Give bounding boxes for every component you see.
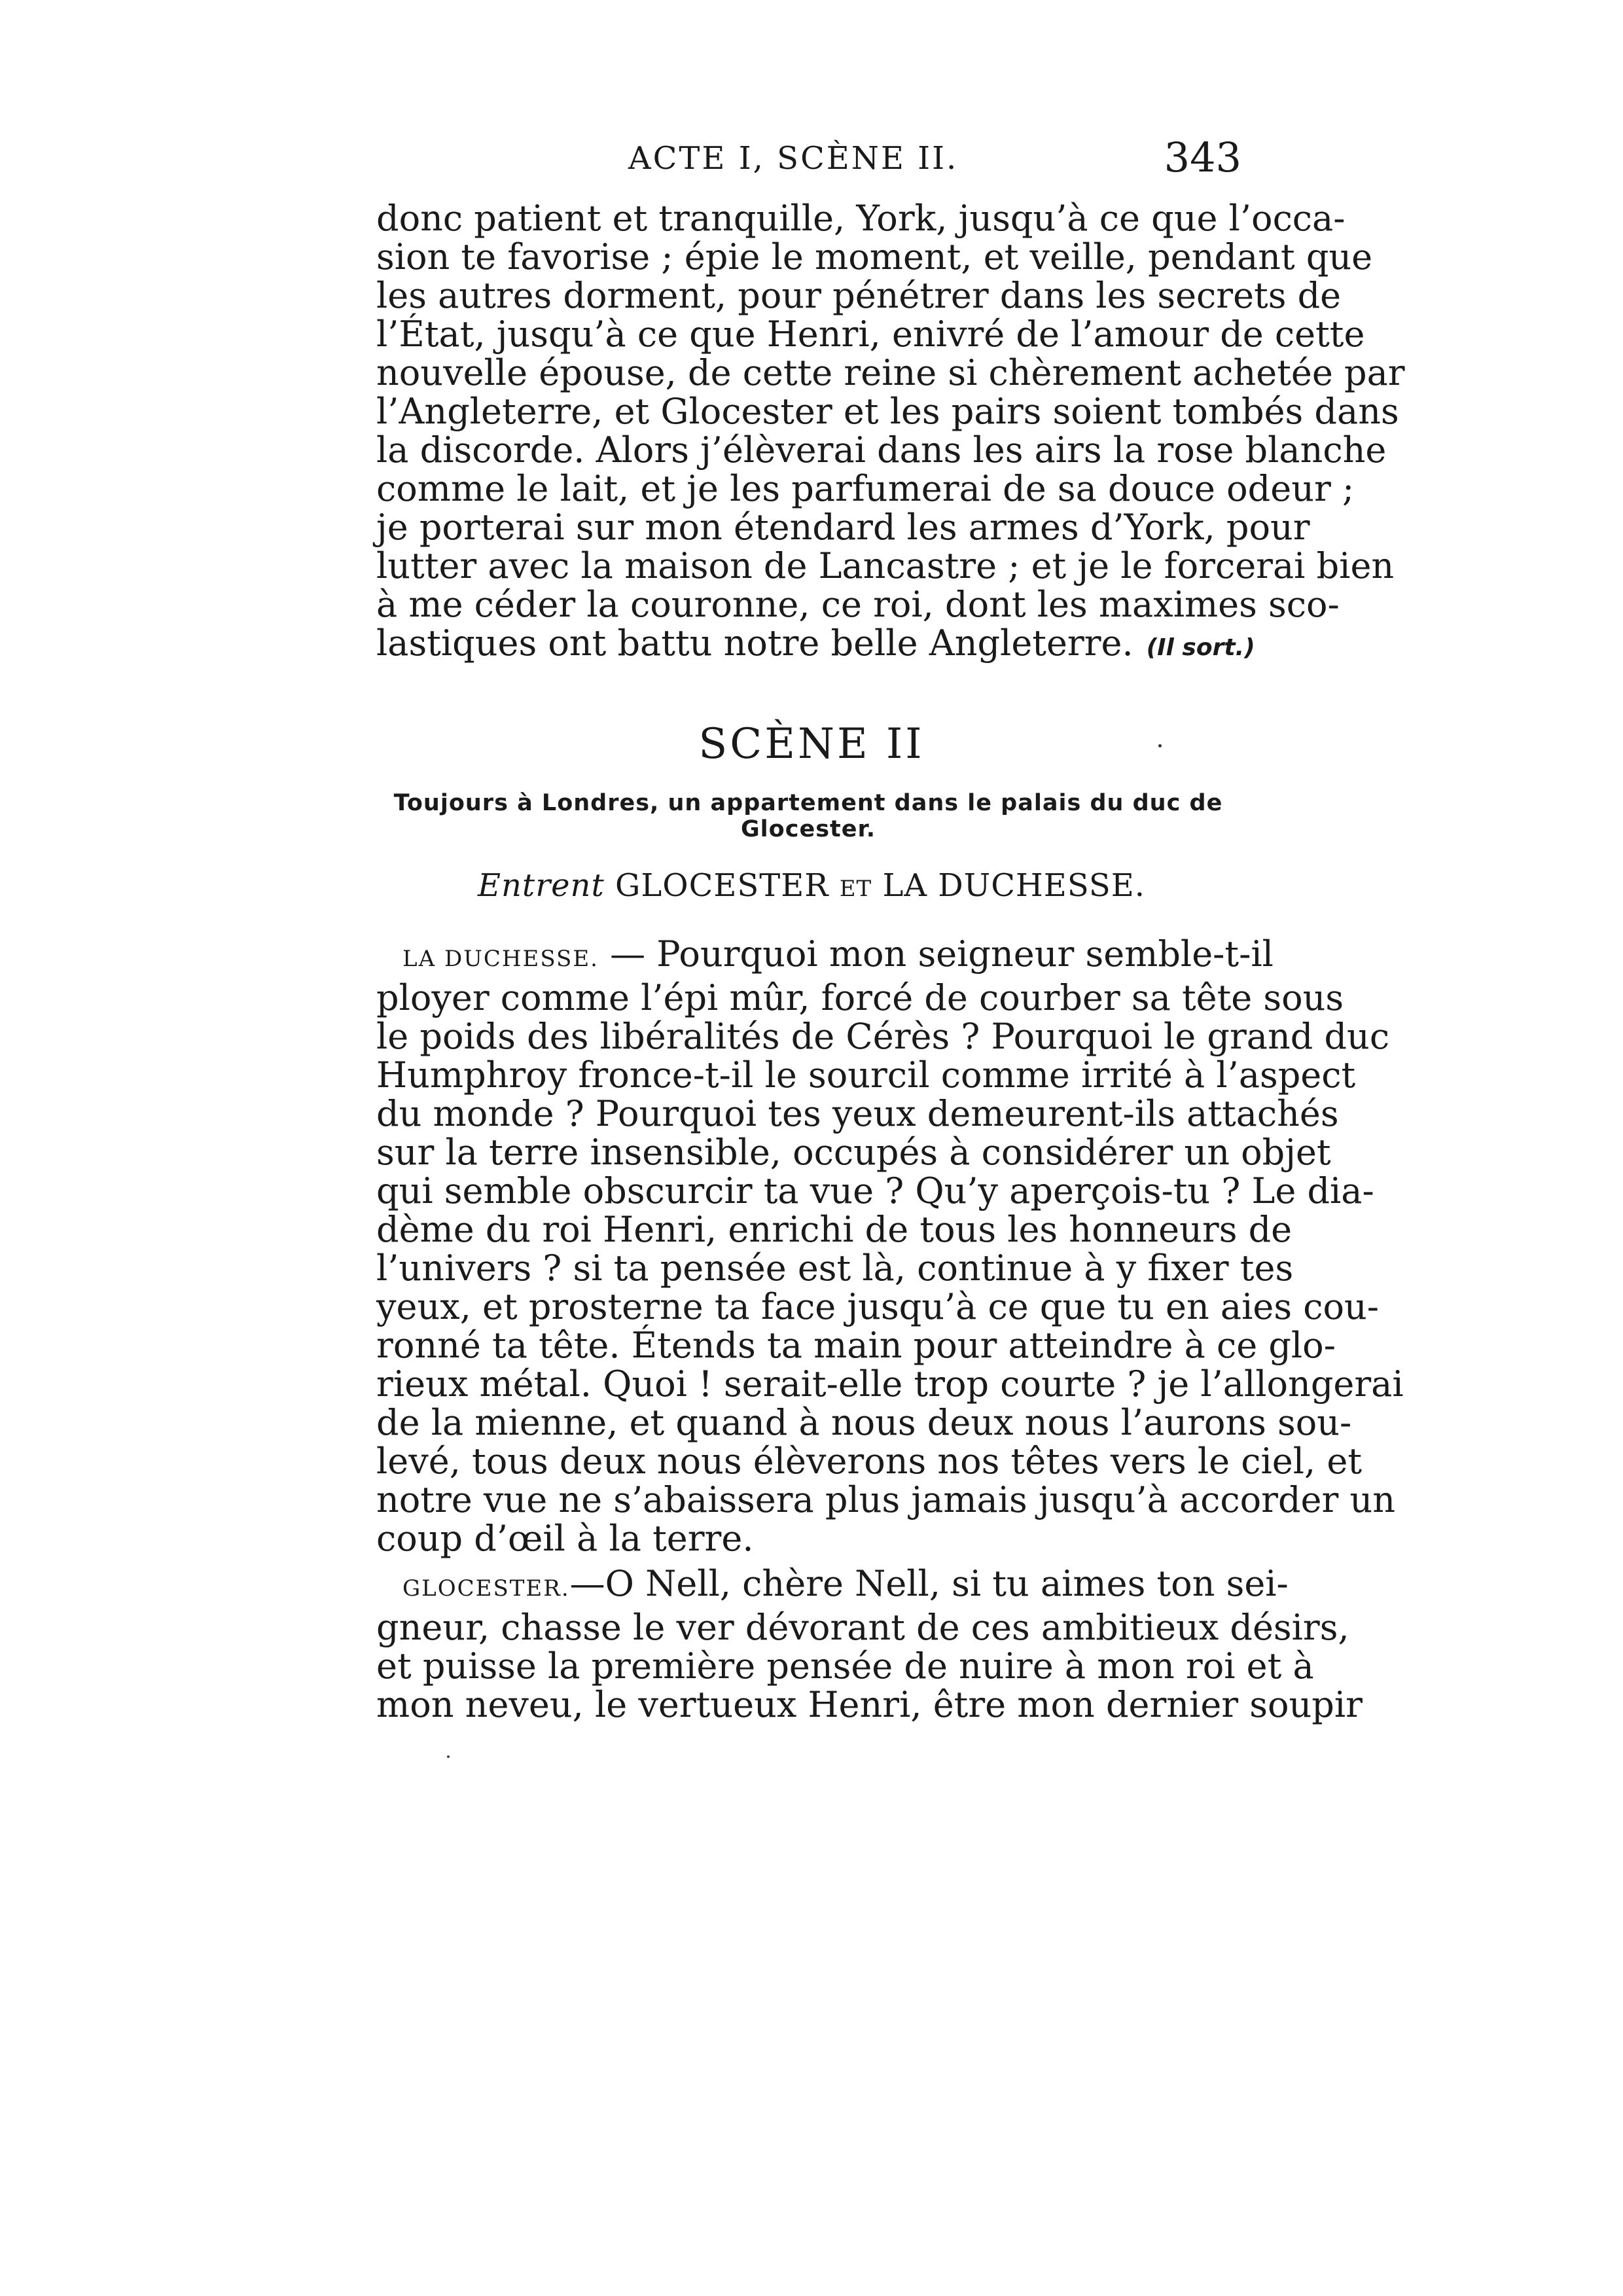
speech-glocester bbox=[376, 1563, 1363, 1725]
text-line: ployer comme l’épi mûr, forcé de courber sa tête sous bbox=[376, 977, 1344, 1018]
setting-line: Toujours à Londres, un appartement dans le palais du duc de bbox=[393, 790, 1223, 816]
text-line: l’État, jusqu’à ce que Henri, enivré de l’amour de cette bbox=[376, 314, 1365, 355]
text-line: levé, tous deux nous élèverons nos têtes vers le ciel, et bbox=[376, 1441, 1363, 1482]
scene-title: SCÈNE II bbox=[698, 720, 925, 768]
text-line: mon neveu, le vertueux Henri, être mon dernier soupir bbox=[376, 1684, 1363, 1725]
text-line-last bbox=[376, 622, 1255, 667]
print-speck bbox=[447, 1755, 450, 1758]
text-line: yeux, et prosterne ta face jusqu’à ce que tu en aies cou- bbox=[376, 1286, 1379, 1327]
setting-line: Glocester. bbox=[740, 816, 876, 842]
text-line: —O Nell, chère Nell, si tu aimes ton sei- bbox=[569, 1563, 1289, 1604]
text-line: de la mienne, et quand à nous deux nous l’aurons sou- bbox=[376, 1402, 1352, 1443]
text-line: donc patient et tranquille, York, jusqu’à ce que l’occa- bbox=[376, 198, 1346, 239]
text-line: je porterai sur mon étendard les armes d’York, pour bbox=[376, 507, 1310, 548]
text-line: sion te favorise ; épie le moment, et veille, pendant que bbox=[376, 236, 1373, 278]
text-line: la discorde. Alors j’élèverai dans les airs la rose blanche bbox=[376, 429, 1387, 471]
text-line: les autres dorment, pour pénétrer dans les secrets de bbox=[376, 275, 1342, 316]
text-line: à me céder la couronne, ce roi, dont les maximes sco- bbox=[376, 584, 1340, 625]
text-line: nouvelle épouse, de cette reine si chèrement achetée par bbox=[376, 352, 1405, 393]
text-line: dème du roi Henri, enrichi de tous les honneurs de bbox=[376, 1209, 1293, 1250]
page-number: 343 bbox=[1164, 134, 1241, 181]
text-line: rieux métal. Quoi ! serait-elle trop courte ? je l’allongerai bbox=[376, 1363, 1404, 1405]
text-line: comme le lait, et je les parfumerai de sa douce odeur ; bbox=[376, 468, 1355, 509]
text-line: ronné ta tête. Étends ta main pour atteindre à ce glo- bbox=[376, 1325, 1336, 1366]
paragraph-york bbox=[376, 198, 1405, 667]
entrance-verb: Entrent bbox=[477, 867, 605, 904]
text-line: — Pourquoi mon seigneur semble-t-il bbox=[610, 933, 1274, 975]
entrance-direction bbox=[0, 867, 1623, 904]
print-speck bbox=[1158, 744, 1162, 747]
text-line: du monde ? Pourquoi tes yeux demeurent-ils attachés bbox=[376, 1093, 1339, 1134]
text-line: le poids des libéralités de Cérès ? Pourquoi le grand duc bbox=[376, 1016, 1390, 1057]
text-line: lutter avec la maison de Lancastre ; et je le forcerai bien bbox=[376, 545, 1395, 586]
text-line-first bbox=[376, 933, 1274, 978]
speaker-name: GLOCESTER. bbox=[402, 1575, 570, 1602]
text-line: coup d’œil à la terre. bbox=[376, 1518, 754, 1559]
text-line: gneur, chasse le ver dévorant de ces ambitieux désirs, bbox=[376, 1607, 1349, 1648]
running-title: ACTE I, SCÈNE II. bbox=[628, 140, 959, 177]
text-line: sur la terre insensible, occupés à considérer un objet bbox=[376, 1132, 1331, 1173]
text-line: et puisse la première pensée de nuire à mon roi et à bbox=[376, 1645, 1314, 1687]
stage-direction: (Il sort.) bbox=[1146, 634, 1255, 661]
text-line: Humphroy fronce-t-il le sourcil comme irrité à l’aspect bbox=[376, 1054, 1356, 1096]
text-line: qui semble obscurcir ta vue ? Qu’y aperçois-tu ? Le dia- bbox=[376, 1170, 1374, 1211]
scene-setting bbox=[366, 790, 1250, 842]
text-line: notre vue ne s’abaissera plus jamais jusqu’à accorder un bbox=[376, 1479, 1396, 1520]
character-name: GLOCESTER bbox=[615, 867, 829, 904]
speech-duchesse bbox=[376, 933, 1404, 1559]
text-line: lastiques ont battu notre belle Angleterre. bbox=[376, 622, 1133, 664]
text-line: l’Angleterre, et Glocester et les pairs soient tombés dans bbox=[376, 391, 1399, 432]
conjunction: ET bbox=[839, 876, 872, 902]
text-line-first bbox=[376, 1563, 1289, 1608]
character-name: LA DUCHESSE. bbox=[882, 867, 1146, 904]
text-line: l’univers ? si ta pensée est là, continue à y fixer tes bbox=[376, 1247, 1294, 1289]
speaker-name: LA DUCHESSE. bbox=[402, 946, 599, 972]
